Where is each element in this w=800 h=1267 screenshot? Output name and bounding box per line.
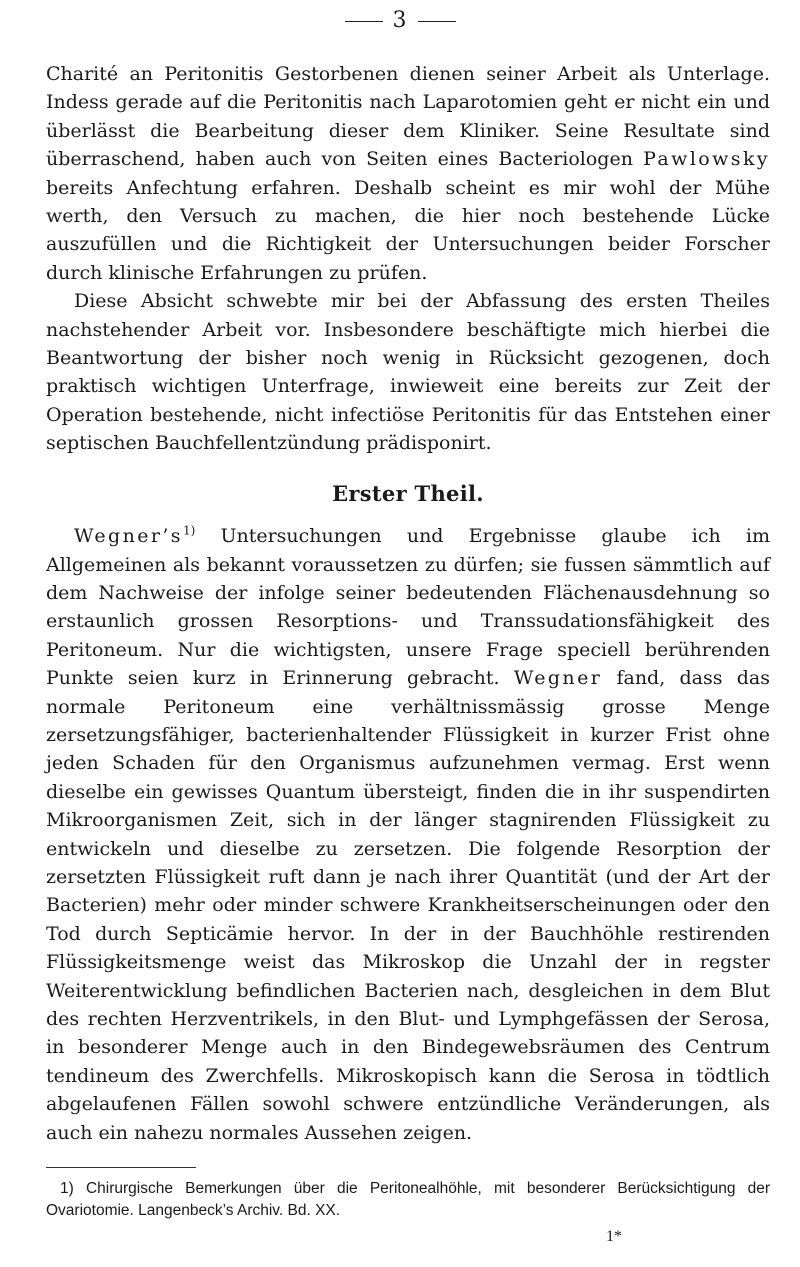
paragraph-1-continuation: bereits Anfechtung erfahren. Deshalb scheint es mir wohl der Mühe werth, den Versuch zu machen, die hier noch bestehende Lücke auszufüllen und die Richtigkeit der Untersuchungen beider Forscher durch klinische Erfahrungen zu prüfen.: [46, 176, 770, 284]
author-name-pawlowsky: Pawlowsky: [643, 148, 770, 171]
page-number: [0, 8, 800, 33]
section-heading: Erster Theil.: [332, 480, 484, 506]
footnote-reference[interactable]: 1): [182, 523, 196, 538]
page-number-dash-left: [345, 21, 383, 22]
footnote-divider: [46, 1167, 196, 1168]
footnote-line: [46, 1178, 770, 1222]
paragraph-2: Diese Absicht schwebte mir bei der Abfassung des ersten Theiles nachstehender Arbeit vor. Insbesondere beschäftigte mich hierbei die Beantwortung der bisher noch wenig in Rücksicht gezogenen, doch praktisch wichtigen Unterfrage, inwieweit eine bereits zur Zeit der Operation bestehende, nicht infectiöse Peritonitis für das Entstehen einer septischen Bauchfellentzündung prädisponirt.: [46, 290, 770, 455]
body-text: [46, 60, 770, 1147]
footnote: [46, 1178, 770, 1222]
paragraph-3-continuation: fand, dass das normale Peritoneum eine verhältnissmässig grosse Menge zersetzungsfähiger, bacterienhaltender Flüssigkeit in kurzer Frist ohne jeden Schaden für den Organismus aufzunehmen vermag. Erst wenn dieselbe ein gewisses Quantum übersteigt, finden die in ihr suspendirten Mikroorganismen Zeit, sich in der länger stagnirenden Flüssigkeit zu entwickeln und dieselbe zu zersetzen. Die folgende Resorption der zersetzten Flüssigkeit ruft dann je nach ihrer Quantität (und der Art der Bacterien) mehr oder minder schwere Krankheitserscheinungen oder den Tod durch Septicämie hervor. In der in der Bauchhöhle restirenden Flüssigkeitsmenge weist das Mikroskop die Unzahl der in regster Weiterentwicklung befindlichen Bacterien nach, desgleichen in dem Blut des rechten Herzventrikels, in den Blut- und Lymphgefässen der Serosa, in besonderer Menge auch in den Bindegewebsräumen des Centrum tendineum des Zwerchfells. Mikroskopisch kann die Serosa in tödtlich abgelaufenen Fällen sowohl schwere entzündliche Veränderungen, als auch ein nahezu normales Aussehen zeigen.: [46, 667, 770, 1144]
paragraph-1-text: Charité an Peritonitis Gestorbenen dienen seiner Arbeit als Unterlage. Indess gerade auf die Peritonitis nach Laparotomien geht er nicht ein und überlässt die Bearbeitung dieser dem Kliniker. Seine Resultate sind überraschend, haben auch von Seiten eines Bacteriologen: [46, 63, 770, 171]
footnote-text: Chirurgische Bemerkungen über die Peritonealhöhle, mit besonderer Berücksichtigung der Ovariotomie. Langenbeck’s Archiv. Bd. XX.: [46, 1180, 770, 1219]
printer-signature-mark: 1*: [606, 1228, 622, 1245]
paragraph-3: [46, 522, 770, 1147]
paragraph-1: [46, 60, 770, 287]
author-name-wegner: Wegner: [513, 667, 603, 690]
page-number-value: 3: [392, 8, 408, 33]
page-number-dash-right: [418, 21, 456, 22]
paragraph-3-text: Untersuchungen und Ergebnisse glaube ich im Allgemeinen als bekannt voraussetzen zu dürfen; sie fussen sämmtlich auf dem Nachweise der infolge seiner bedeutenden Flächenausdehnung so erstaunlich grossen Resorptions- und Transsudationsfähigkeit des Peritoneum. Nur die wichtigsten, unsere Frage speciell berührenden Punkte seien kurz in Erinnerung gebracht.: [46, 525, 770, 690]
author-name-wegner-possessive: Wegner’s: [74, 525, 183, 548]
footnote-marker: 1): [60, 1180, 74, 1197]
